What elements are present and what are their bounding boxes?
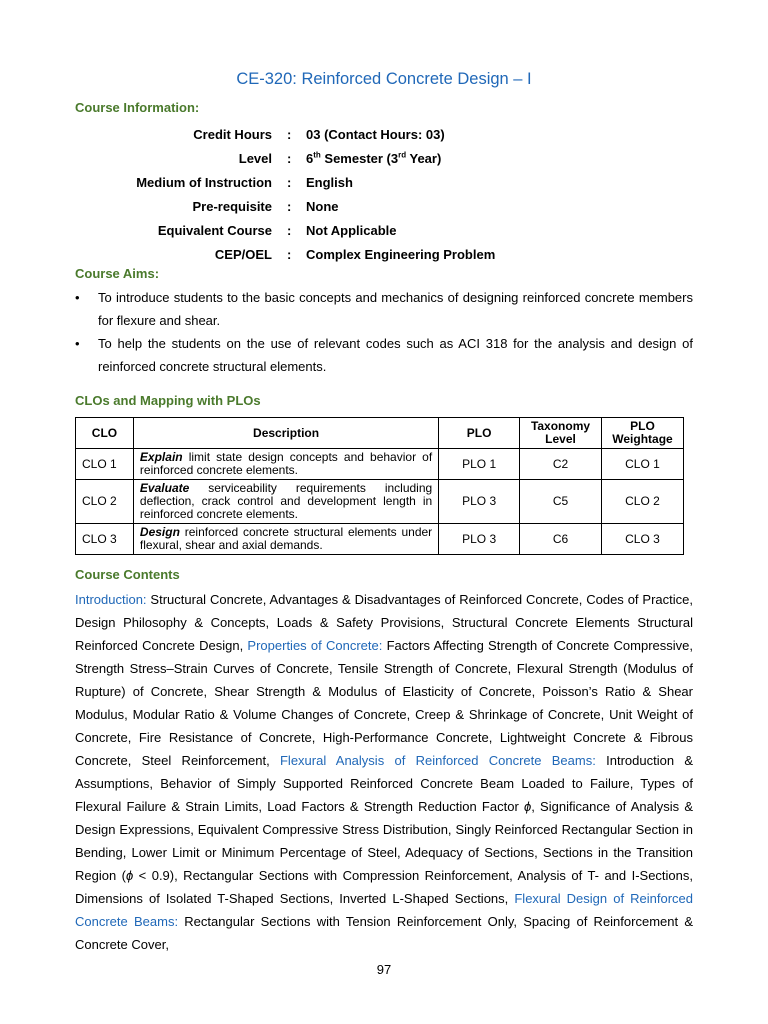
header-clo: CLO (76, 418, 134, 449)
aim-text: To introduce students to the basic concepts and mechanics of designing reinforced concrete members for flexure and shear. (98, 290, 693, 328)
clo-description: limit state design concepts and behavior of reinforced concrete elements. (139, 450, 433, 477)
topic-text: , Significance of Analysis & Design Expressions, Equivalent Compressive Stress Distribution, Singly Reinforced Rectangular Section in Bending, Lower Limit or Minimum Percentage of Steel, Adequacy of Sections, Sections in the Transition Region ( (75, 799, 693, 883)
description-cell (133, 524, 438, 555)
info-value: Not Applicable (306, 223, 397, 238)
aim-item (75, 286, 693, 332)
info-colon: : (287, 247, 292, 262)
plo-cell: PLO 1 (439, 449, 520, 480)
info-label: Pre-requisite (192, 199, 272, 214)
aim-text: To help the students on the use of relevant codes such as ACI 318 for the analysis and design of reinforced concrete structural elements. (98, 336, 693, 374)
taxonomy-cell: C6 (520, 524, 602, 555)
info-row-level (75, 148, 693, 172)
topic-text: Rectangular Sections with Tension Reinforcement Only, Spacing of Reinforcement & Concrete Cover, (75, 914, 693, 952)
info-colon: : (287, 127, 292, 142)
weightage-cell: CLO 2 (601, 480, 683, 524)
clo-verb: Explain (139, 450, 183, 464)
header-description: Description (133, 418, 438, 449)
course-aims-heading: Course Aims: (75, 266, 160, 281)
table-row (76, 449, 684, 480)
info-colon: : (287, 175, 292, 190)
info-value: Complex Engineering Problem (306, 247, 496, 262)
info-row-prerequisite (75, 196, 693, 220)
level-semester-text: Semester (3 (320, 151, 399, 166)
taxonomy-cell: C2 (520, 449, 602, 480)
info-colon: : (287, 151, 292, 166)
taxonomy-cell: C5 (520, 480, 602, 524)
course-contents-text (75, 588, 693, 956)
info-label: Level (238, 151, 272, 166)
topic-text: Factors Affecting Strength of Concrete Compressive, Strength Stress–Strain Curves of Concrete, Tensile Strength of Concrete, Flexural Strength (Modulus of Rupture) of Concrete, Shear Strength & Modulus of Elasticity of Concrete, Poisson’s Ratio & Shear Modulus, Modular Ratio & Volume Changes of Concrete, Creep & Shrinkage of Concrete, Unit Weight of Concrete, Fire Resistance of Concrete, High-Performance Concrete, Lightweight Concrete & Fibrous Concrete, Steel Reinforcement, (75, 638, 693, 768)
course-info-list (75, 124, 693, 268)
info-colon: : (287, 223, 292, 238)
info-row-medium (75, 172, 693, 196)
info-label: CEP/OEL (214, 247, 272, 262)
info-label: Equivalent Course (157, 223, 272, 238)
table-row (76, 524, 684, 555)
level-semester-number: 6 (306, 151, 314, 166)
table-row (76, 480, 684, 524)
topic-text: < 0.9), Rectangular Sections with Compression Reinforcement, Analysis of T- and I-Sections, Dimensions of Isolated T-Shaped Sections, Inverted L-Shaped Sections, (75, 868, 693, 906)
weightage-cell: CLO 3 (601, 524, 683, 555)
info-label: Medium of Instruction (136, 175, 272, 190)
level-year-text: Year) (406, 151, 442, 166)
course-contents-heading: Course Contents (75, 567, 180, 582)
phi-symbol: ϕ (523, 799, 532, 814)
topic-properties-of-concrete: Properties of Concrete: (247, 638, 383, 653)
info-value: 03 (Contact Hours: 03) (306, 127, 445, 142)
plo-cell: PLO 3 (439, 480, 520, 524)
info-value: None (306, 199, 339, 214)
info-row-credit-hours (75, 124, 693, 148)
info-label: Credit Hours (193, 127, 272, 142)
topic-text: Introduction & Assumptions, Behavior of Simply Supported Reinforced Concrete Beam Loaded to Failure, Types of Flexural Failure & Strain Limits, Load Factors & Strength Reduction Factor (75, 753, 694, 814)
level-sup-rd: rd (398, 150, 407, 160)
table-header-row (76, 418, 684, 449)
clo-description: reinforced concrete structural elements under flexural, shear and axial demands. (139, 525, 433, 552)
clo-cell: CLO 2 (76, 480, 134, 524)
level-sup-th: th (313, 150, 321, 160)
info-colon: : (287, 199, 292, 214)
info-row-equivalent-course (75, 220, 693, 244)
course-information-heading: Course Information: (75, 100, 200, 115)
header-plo: PLO (439, 418, 520, 449)
topic-text: Structural Concrete, Advantages & Disadvantages of Reinforced Concrete, Codes of Practice, Design Philosophy & Concepts, Loads & Safety Provisions, Structural Concrete Elements Structural Reinforced Concrete Design, (75, 592, 693, 653)
clo-mapping-heading: CLOs and Mapping with PLOs (75, 393, 261, 408)
topic-flexural-analysis: Flexural Analysis of Reinforced Concrete Beams: (279, 753, 596, 768)
clo-verb: Design (139, 525, 180, 539)
page-number: 97 (376, 962, 392, 977)
document-page (75, 0, 693, 1024)
info-value: English (306, 175, 353, 190)
description-cell (133, 449, 438, 480)
plo-cell: PLO 3 (439, 524, 520, 555)
phi-symbol: ϕ (125, 868, 134, 883)
clo-cell: CLO 1 (76, 449, 134, 480)
aim-item (75, 332, 693, 378)
bullet-icon: • (75, 290, 80, 305)
header-taxonomy-level: Taxonomy Level (520, 418, 602, 449)
topic-flexural-design: Flexural Design of Reinforced Concrete Beams: (75, 891, 694, 929)
course-title: CE-320: Reinforced Concrete Design – I (236, 70, 532, 88)
clo-cell: CLO 3 (76, 524, 134, 555)
header-plo-weightage: PLO Weightage (601, 418, 683, 449)
topic-introduction: Introduction: (75, 592, 147, 607)
weightage-cell: CLO 1 (601, 449, 683, 480)
info-row-cep-oel (75, 244, 693, 268)
bullet-icon: • (75, 336, 80, 351)
clo-plo-table (75, 417, 684, 555)
description-cell (133, 480, 438, 524)
clo-verb: Evaluate (139, 481, 190, 495)
info-value (306, 148, 441, 170)
clo-description: serviceability requirements including deflection, crack control and development length in reinforced concrete elements. (139, 481, 433, 521)
course-aims-list (75, 286, 693, 378)
